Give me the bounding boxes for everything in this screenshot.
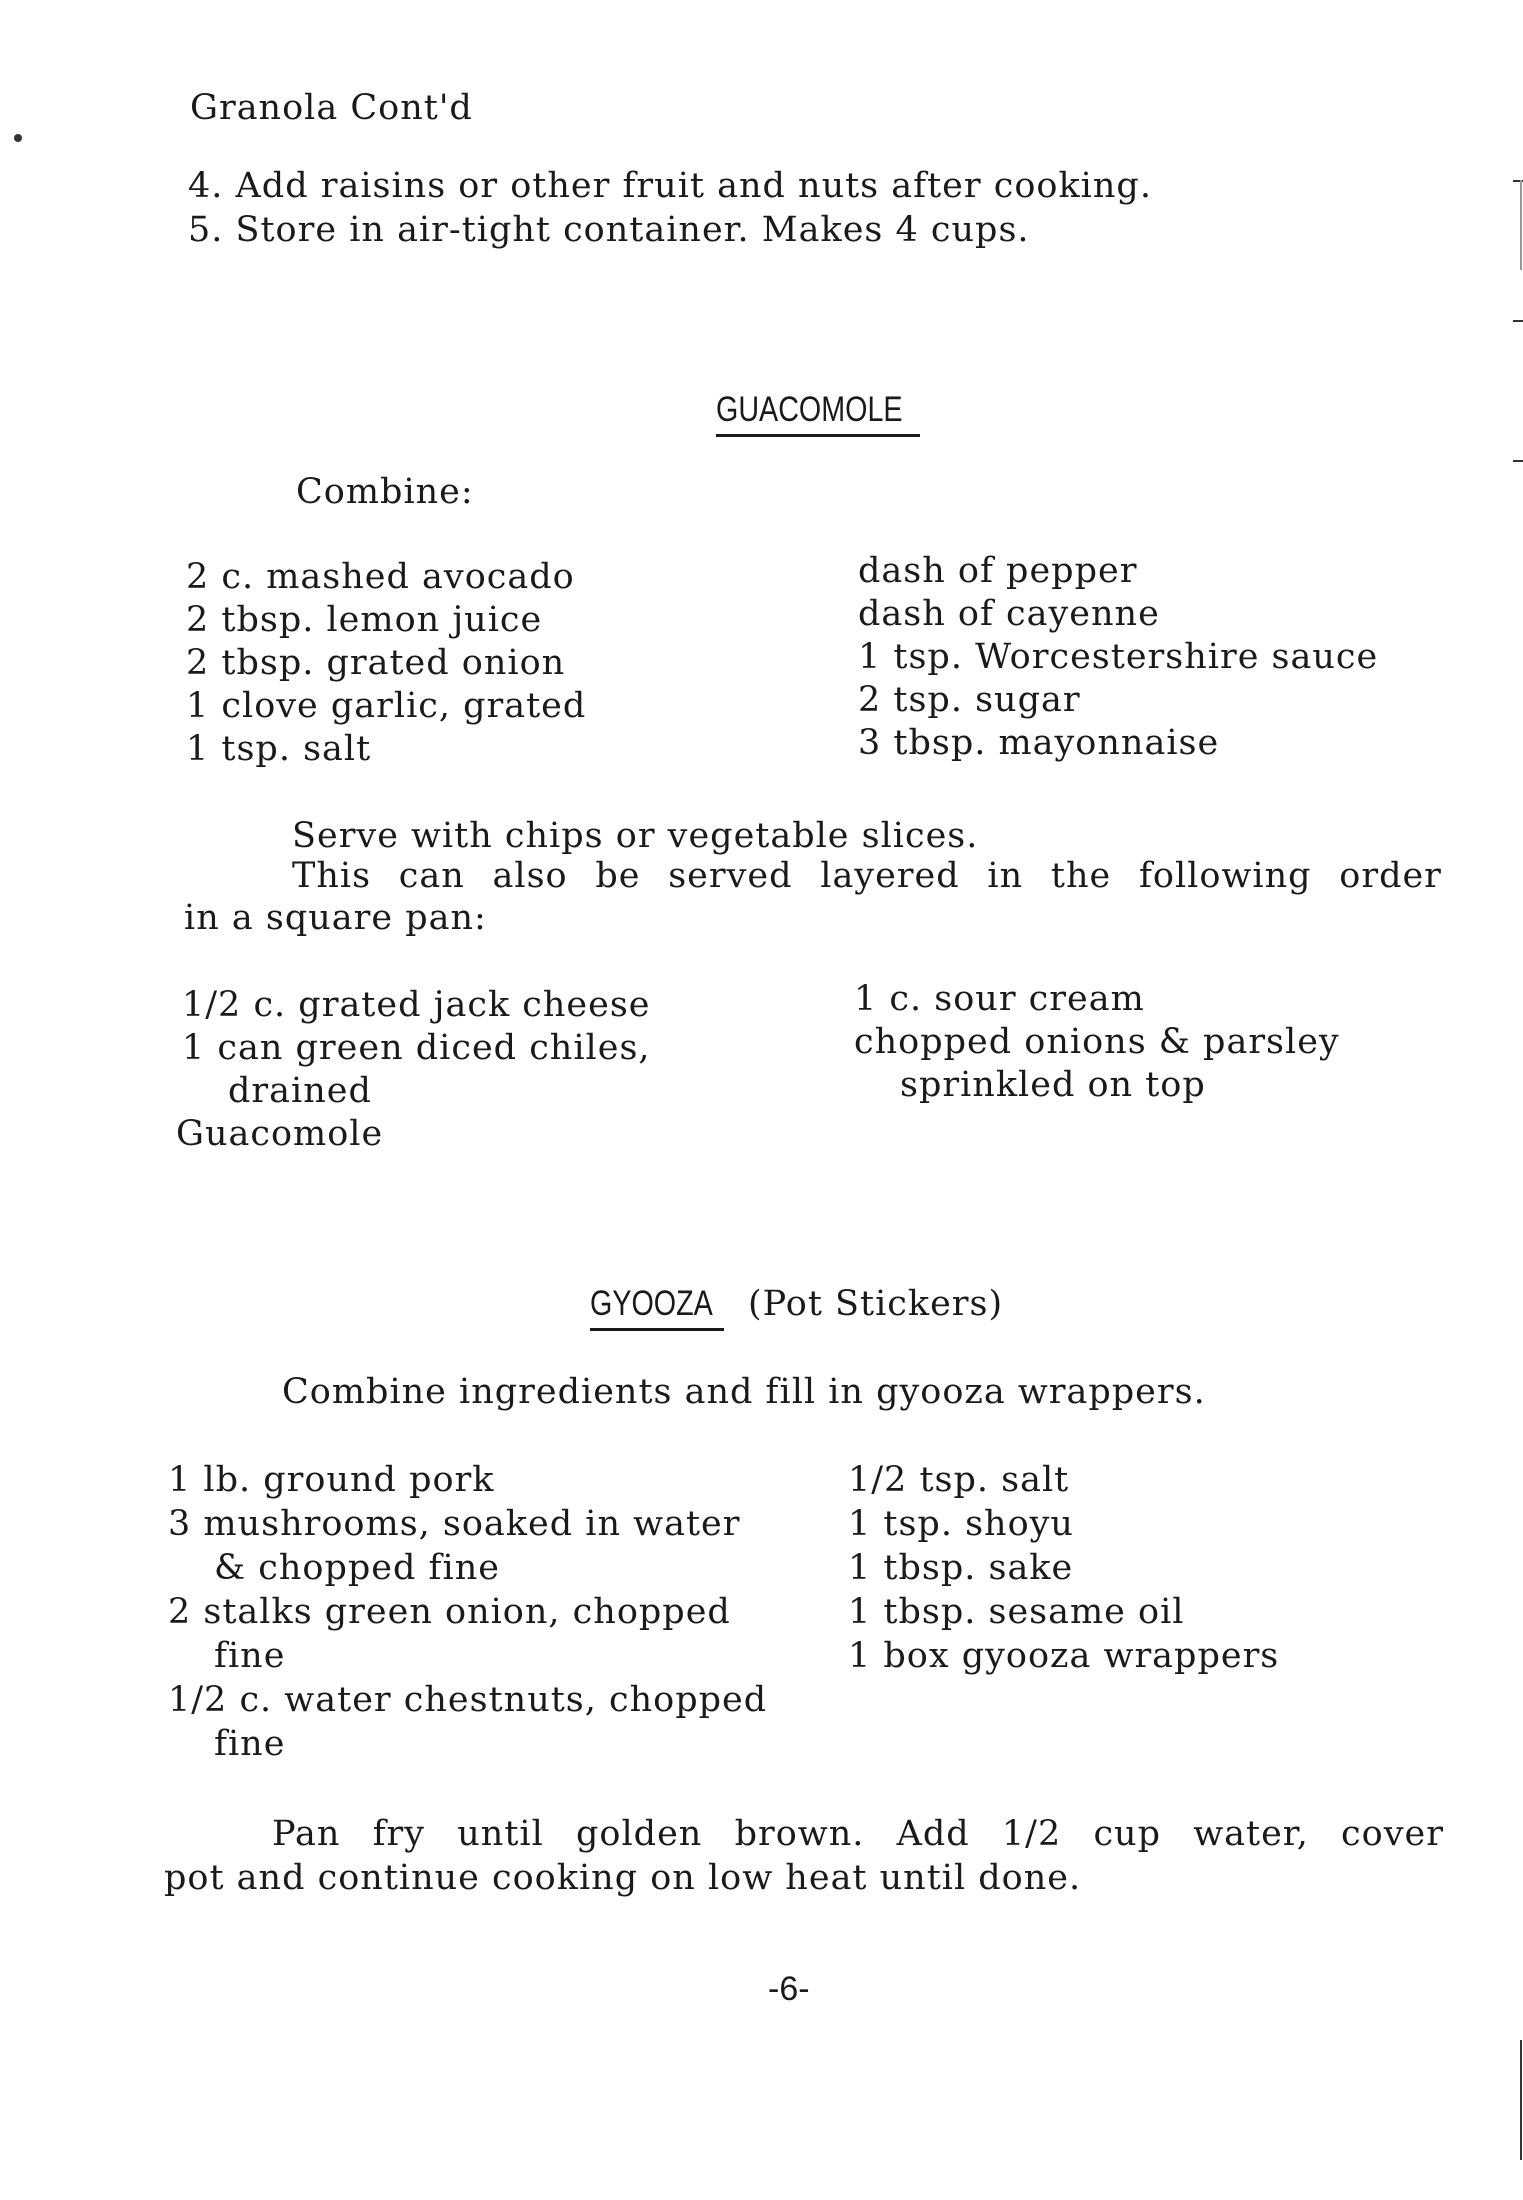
guacamole-title-underline xyxy=(716,434,920,437)
word: can xyxy=(398,856,465,896)
serve-line: Serve with chips or vegetable slices. xyxy=(292,816,979,856)
ingredient: 1 clove garlic, grated xyxy=(186,686,587,726)
ingredient: 2 tbsp. grated onion xyxy=(186,643,566,683)
word: following xyxy=(1138,856,1312,896)
page-header: Granola Cont'd xyxy=(190,88,473,128)
edge-mark xyxy=(1513,460,1523,462)
ingredient: 2 stalks green onion, chopped xyxy=(168,1592,731,1632)
ingredient: 2 tsp. sugar xyxy=(858,680,1081,720)
layer-item: chopped onions & parsley xyxy=(854,1022,1340,1062)
gyooza-subtitle: (Pot Stickers) xyxy=(748,1284,1004,1324)
ingredient-continued: & chopped fine xyxy=(214,1548,500,1588)
scan-speck xyxy=(14,134,22,142)
granola-step: 4. Add raisins or other fruit and nuts after cooking. xyxy=(188,166,1152,206)
ingredient: dash of pepper xyxy=(858,551,1138,591)
page-number: -6- xyxy=(768,1970,810,2008)
ingredient: 2 tbsp. lemon juice xyxy=(186,600,543,640)
layer-item-continued: sprinkled on top xyxy=(900,1065,1206,1105)
ingredient-continued: fine xyxy=(214,1724,286,1764)
gyooza-ingredients-right xyxy=(848,1458,1279,1678)
layer-paragraph-line2: in a square pan: xyxy=(184,898,487,938)
word: water, xyxy=(1193,1814,1309,1854)
justified-line xyxy=(292,854,1442,898)
ingredient: 1 tbsp. sake xyxy=(848,1548,1074,1588)
ingredient: dash of cayenne xyxy=(858,594,1160,634)
gyooza-intro: Combine ingredients and fill in gyooza wrappers. xyxy=(282,1372,1206,1412)
method-paragraph-line1 xyxy=(272,1812,1444,1856)
edge-shadow xyxy=(1520,2040,1522,2160)
layer-list-left xyxy=(176,984,651,1156)
word: cup xyxy=(1093,1814,1161,1854)
ingredient: 3 mushrooms, soaked in water xyxy=(168,1504,741,1544)
granola-steps xyxy=(188,164,1152,252)
word: in xyxy=(987,856,1024,896)
ingredient: 1 box gyooza wrappers xyxy=(848,1636,1280,1676)
word: be xyxy=(595,856,641,896)
layer-item: Guacomole xyxy=(176,1114,384,1154)
ingredient: 1 tsp. shoyu xyxy=(848,1504,1074,1544)
word: the xyxy=(1050,856,1112,896)
guacamole-ingredients-right xyxy=(858,550,1378,765)
gyooza-ingredients-left xyxy=(168,1458,767,1766)
word: Add xyxy=(896,1814,970,1854)
gyooza-heading xyxy=(590,1284,740,1324)
word: until xyxy=(457,1814,544,1854)
word: This xyxy=(292,856,372,896)
ingredient: 1/2 c. water chestnuts, chopped xyxy=(168,1680,768,1720)
layer-list-right xyxy=(854,978,1340,1107)
word: cover xyxy=(1341,1814,1444,1854)
ingredient: 1 lb. ground pork xyxy=(168,1460,495,1500)
justified-line xyxy=(272,1812,1444,1856)
ingredient: 1 tbsp. sesame oil xyxy=(848,1592,1185,1632)
word: golden xyxy=(576,1814,703,1854)
ingredient: 1 tsp. Worcestershire sauce xyxy=(858,637,1379,677)
layer-item: 1/2 c. grated jack cheese xyxy=(182,985,651,1025)
word: fry xyxy=(372,1814,426,1854)
word: layered xyxy=(820,856,960,896)
layer-item-continued: drained xyxy=(228,1071,372,1111)
ingredient: 3 tbsp. mayonnaise xyxy=(858,723,1220,763)
word: also xyxy=(492,856,568,896)
word: 1/2 xyxy=(1001,1814,1062,1854)
guacamole-ingredients-left xyxy=(186,556,586,771)
layer-item: 1 can green diced chiles, xyxy=(182,1028,651,1068)
method-paragraph-line2: pot and continue cooking on low heat until done. xyxy=(164,1858,1082,1898)
ingredient: 1 tsp. salt xyxy=(186,729,372,769)
word: Pan xyxy=(272,1814,341,1854)
layer-paragraph-line1 xyxy=(292,854,1442,898)
granola-step: 5. Store in air-tight container. Makes 4 cups. xyxy=(188,210,1030,250)
gyooza-title: GYOOZA xyxy=(590,1284,713,1323)
guacamole-intro: Combine: xyxy=(296,472,474,512)
edge-mark xyxy=(1513,320,1523,322)
ingredient: 2 c. mashed avocado xyxy=(186,557,575,597)
word: order xyxy=(1339,856,1442,896)
ingredient-continued: fine xyxy=(214,1636,286,1676)
word: served xyxy=(668,856,793,896)
gyooza-title-underline xyxy=(590,1328,724,1331)
guacamole-title: GUACOMOLE xyxy=(716,390,903,429)
ingredient: 1/2 tsp. salt xyxy=(848,1460,1070,1500)
word: brown. xyxy=(734,1814,865,1854)
layer-item: 1 c. sour cream xyxy=(854,979,1145,1019)
edge-shadow xyxy=(1520,180,1522,270)
